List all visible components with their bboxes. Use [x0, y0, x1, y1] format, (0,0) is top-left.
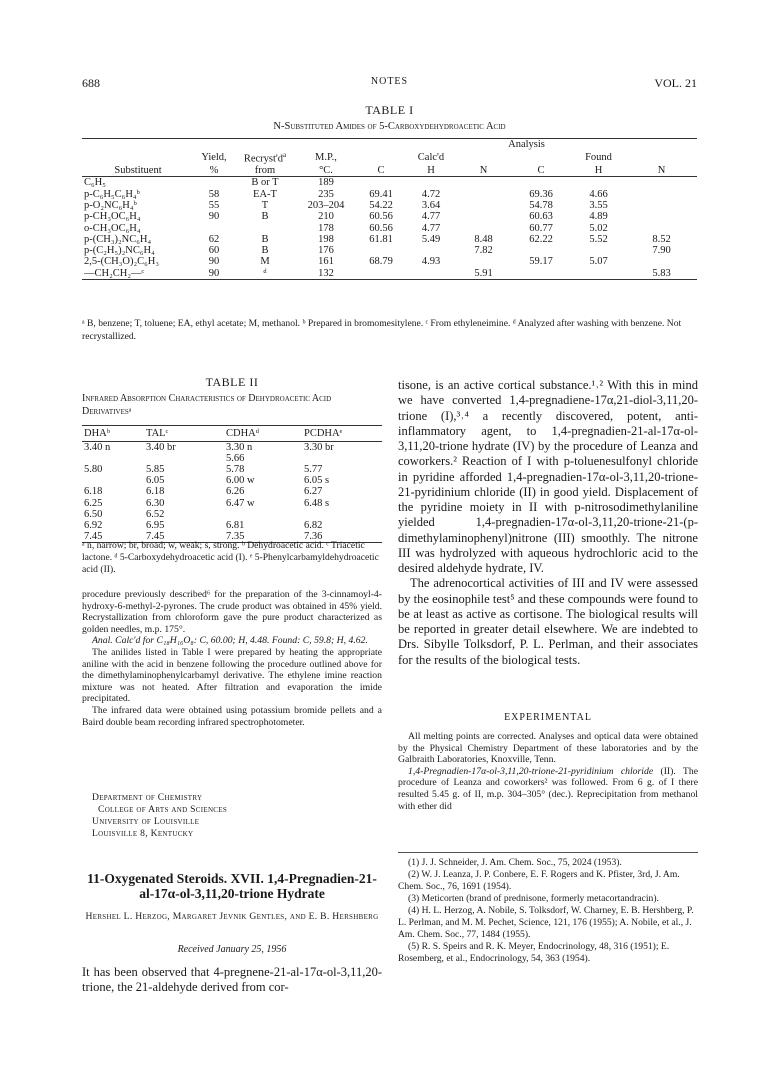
- table2-footnote: ᵃ n, narrow; br, broad; w, weak; s, strong. ᵇ Dehydroacetic acid. ᶜ Triacetic lactone. ᵈ 5-Carboxydehydroacetic acid (I). ᵉ 5-Phenylcarbamyldehydroacetic acid (II).: [82, 540, 379, 575]
- table1-cell: 62: [208, 233, 220, 245]
- table1-row: [82, 177, 697, 189]
- table2-cell: [82, 453, 144, 464]
- table1-row: [82, 268, 697, 280]
- table1-cell: p-(C₂H₅)₂NC₆H₄: [84, 245, 155, 257]
- table1-cell: [456, 177, 511, 189]
- table2-cell: 6.05: [146, 475, 165, 487]
- table1-header-cell: N: [657, 165, 666, 177]
- table1-cell: [194, 177, 234, 189]
- table1-footnote: ᵃ B, benzene; T, toluene; EA, ethyl acetate; M, methanol. ᵇ Prepared in bromomesitylene. ᶜ From ethyleneimine. ᵈ Analyzed after washing with benzene. Not recrystallized.: [82, 318, 682, 342]
- table1-cell: ᵈ: [263, 267, 267, 279]
- table1-cell: p-C₆H₅C₆H₄ᵇ: [84, 188, 140, 200]
- table1-cell: 62.22: [529, 233, 553, 245]
- table1-cell: 5.07: [589, 256, 608, 268]
- table1-cell: [356, 268, 406, 280]
- table2-row: [82, 464, 382, 475]
- table2-cell: 7.45: [146, 530, 165, 542]
- table1-cell: 7.82: [474, 245, 493, 257]
- table1-header-cell: N: [479, 165, 488, 177]
- table1-cell: [456, 189, 511, 200]
- table1-cell: 60.77: [529, 222, 553, 234]
- table1-cell: [571, 177, 626, 189]
- table1-cell: [626, 189, 697, 200]
- table1-cell: —CH₂CH₂—ᶜ: [84, 267, 145, 279]
- table1-cell: B: [261, 211, 269, 223]
- left-body: [82, 589, 382, 728]
- table1-row: [82, 245, 697, 256]
- volume-label: VOL. 21: [654, 76, 697, 90]
- table1-cell: 3.64: [421, 199, 441, 211]
- experimental-body: [398, 731, 698, 812]
- table1-cell: 5.83: [652, 267, 671, 279]
- table2-cell: 6.30: [146, 497, 165, 509]
- table1-cell: 60.63: [529, 211, 553, 223]
- table1-cell: [406, 268, 456, 280]
- affiliation-line: Louisville 8, Kentucky: [92, 828, 194, 839]
- paragraph: The infrared data were obtained using potassium bromide pellets and a Baird double beam recording infrared spectrophotometer.: [82, 704, 382, 728]
- table1-header-cell: H: [427, 165, 435, 177]
- table1-cell: 69.36: [529, 188, 553, 200]
- table2-cell: [82, 475, 144, 486]
- table1-cell: [456, 223, 511, 234]
- affiliation-line: University of Louisville: [92, 816, 200, 827]
- table1-cell: p-O₂NC₆H₄ᵇ: [84, 199, 137, 211]
- article-authors: Hershel L. Herzog, Margaret Jevnik Gentles, and E. B. Hershberg: [85, 911, 379, 922]
- table1-cell: [406, 177, 456, 189]
- affiliation-line: Department of Chemistry: [92, 792, 203, 803]
- table1-cell: 198: [318, 233, 334, 245]
- table1-cell: 8.52: [652, 233, 671, 245]
- table1-cell: [456, 211, 511, 222]
- paragraph-analysis: Anal. Calc'd for C₁₈H₁₆O₈: C, 60.00; H, 4.48. Found: C, 59.8; H, 4.62.: [92, 635, 368, 647]
- table2-header-cell: CDHAᵈ: [226, 428, 260, 439]
- table1-cell: o-CH₃OC₆H₄: [84, 222, 141, 234]
- table1-cell: 59.17: [529, 256, 553, 268]
- table2-row: [82, 442, 382, 454]
- running-header: [82, 76, 697, 94]
- table1-cell: [626, 223, 697, 234]
- table1-cell: 90: [208, 256, 220, 268]
- table1-cell: 4.72: [421, 188, 441, 200]
- table2-cell: 6.27: [304, 486, 323, 498]
- table1-cell: [626, 177, 697, 189]
- table1-cell: [356, 177, 406, 189]
- table2-row: [82, 486, 382, 497]
- table1-cell: B: [261, 233, 269, 245]
- reference-item: (3) Meticorten (brand of prednisone, formerly metacortandracin).: [408, 893, 659, 904]
- paragraph: tisone, is an active cortical substance.¹˒² With this in mind we have converted 1,4-pregnadiene-17α,21-diol-3,11,20-trione (I),³˒⁴ a recently discovered, potent, anti-inflammatory agent, to 1,4-pregnadien-21-al-17α-ol-3,11,20-trione hydrate (IV) by the procedure of Leanza and coworkers.² Reaction of I with p-toluenesulfonyl chloride in pyridine afforded 1,4-pregnadien-17α-ol-3,11,20-trione-21-pyridinium chloride (II) in good yield. Displacement of the pyridine moiety in II with p-nitrosodimethylaniline yielded 1,4-pregnadien-17α-ol-3,11,20-trione-21-(p-dimethylaminophenyl)nitrone (III) smoothly. The nitrone III was hydrolyzed with aqueous hydrochloric acid to the desired aldehyde hydrate, IV.: [398, 378, 698, 575]
- table1-row: [82, 211, 697, 222]
- table1-cell: 203–204: [307, 199, 345, 211]
- table1-cell: [194, 223, 234, 234]
- table1-title: TABLE I: [365, 103, 414, 117]
- table2-header-cell: PCDHAᵉ: [304, 428, 343, 439]
- table1-cell: 5.91: [474, 267, 493, 279]
- table2-cell: 5.77: [304, 464, 323, 476]
- table1: Analysis Yield, $Recryst'd^a$ M.P., Calc'd Found Substituent % from °C. C H N C H N C₆H₅ B or T 189 p-C₆H₅C₆H₄ᵇ 58 EA-T 235 69.41 4.72 69.36 4.66 p-O₂NC₆H₄ᵇ 55 T 203–204 54.22 3.64 54.78 3.55 p-CH₃OC₆H₄ 90 B 210 60.56 4.77 60.63 4.89 o-CH₃OC₆H₄ 178 60.56 4.77 60.77 5.02 p-(CH₃)₂NC₆H₄ 62 B 198 61.81 5.49 8.48 62.22 5.52 8.52 p-(C₂H₅)₂NC₆H₄ 60 B 176 7.82 7.90 2,5-(CH₃O)₂C₆H₃ 90 M 161 68.79 4.93 59.17 5.07 —CH₂CH₂—ᶜ 90 ᵈ 132 5.91 5.83: [82, 138, 697, 280]
- table2-row: [82, 475, 382, 486]
- table1-cell: [511, 177, 571, 189]
- department-affiliation: [92, 792, 382, 840]
- experimental-heading: EXPERIMENTAL: [504, 712, 592, 723]
- table2-cell: [302, 453, 382, 464]
- table1-cell: 5.02: [589, 222, 608, 234]
- table1-cell: C₆H₅: [84, 177, 106, 189]
- table2-cell: 7.45: [84, 530, 103, 542]
- table1-cell: 4.77: [421, 222, 441, 234]
- table1-cell: 4.93: [421, 256, 441, 268]
- table1-cell: p-(CH₃)₂NC₆H₄: [84, 233, 152, 245]
- table2-cell: 6.18: [146, 486, 165, 498]
- table1-cell: [456, 256, 511, 267]
- table1-cell: 4.89: [589, 211, 608, 223]
- table2-cell: [144, 453, 224, 464]
- table2-cell: [224, 509, 302, 520]
- table1-row: [82, 256, 697, 267]
- table2-cell: 6.25: [84, 497, 103, 509]
- table1-cell: [626, 256, 697, 267]
- table1-cell: 178: [318, 222, 334, 234]
- table2-row: [82, 453, 382, 464]
- table1-cell: 55: [208, 199, 220, 211]
- table1-cell: 90: [208, 211, 220, 223]
- table1-group-found: Found: [585, 152, 612, 164]
- table2-row: [82, 498, 382, 509]
- table1-cell: 3.55: [589, 199, 608, 211]
- table1-cell: [571, 245, 626, 256]
- table1-cell: 235: [318, 188, 334, 200]
- table1-row: [82, 234, 697, 245]
- table1-header-cell: C: [537, 165, 545, 177]
- table1-cell: 61.81: [369, 233, 393, 245]
- section-label: NOTES: [370, 76, 409, 87]
- table1-cell: 2,5-(CH₃O)₂C₆H₃: [84, 256, 160, 268]
- table1-cell: 176: [318, 245, 334, 257]
- table2-cell: 5.85: [146, 464, 165, 476]
- table1-cell: 68.79: [369, 256, 393, 268]
- table1-cell: [626, 200, 697, 211]
- table1-cell: 69.41: [369, 188, 393, 200]
- table1-cell: 5.49: [421, 233, 441, 245]
- table2-cell: 7.35: [226, 530, 245, 542]
- paragraph-compound: [398, 766, 698, 812]
- table1-cell: 60: [208, 245, 220, 257]
- table1-row: [82, 189, 697, 200]
- table2-row: [82, 520, 382, 531]
- table1-cell: [571, 268, 626, 280]
- table1-cell: 7.90: [652, 245, 671, 257]
- table1-group-analysis: Analysis: [508, 139, 545, 150]
- table1-cell: [356, 245, 406, 256]
- received-date: Received January 25, 1956: [177, 944, 287, 955]
- table1-cell: 58: [208, 188, 220, 200]
- table2-cell: 6.26: [226, 486, 245, 498]
- compound-name: 1,4-Pregnadien-17α-ol-3,11,20-trione-21-pyridinium chloride: [408, 765, 654, 777]
- table2-cell: 3.40 br: [146, 442, 176, 454]
- article-intro: It has been observed that 4-pregnene-21-al-17α-ol-3,11,20-trione, the 21-aldehyde derived from cor-: [82, 965, 382, 994]
- table1-cell: 54.78: [529, 199, 553, 211]
- table2-header-cell: DHAᵇ: [84, 428, 110, 439]
- table2-cell: 6.52: [146, 508, 165, 520]
- table1-cell: [406, 245, 456, 256]
- table2-cell: [302, 509, 382, 520]
- table2-cell: 6.05 s: [304, 475, 330, 487]
- table1-subtitle: N-Substituted Amides of 5-Carboxydehydroacetic Acid: [273, 121, 506, 132]
- table1-cell: 132: [318, 267, 334, 279]
- references: [398, 852, 698, 965]
- affiliation-line: College of Arts and Sciences: [98, 804, 228, 815]
- reference-item: (4) H. L. Herzog, A. Nobile, S. Tolksdorf, W. Charney, E. B. Hershberg, P. L. Perlman, and M. M. Pechet, Science, 121, 176 (1955); A. Nobile, et al., J. Am. Chem. Soc., 77, 1484 (1955).: [398, 905, 694, 940]
- table1-cell: 54.22: [369, 199, 393, 211]
- table1-cell: 60.56: [369, 211, 393, 223]
- compound-text: (II). The procedure of Leanza and coworkers² was followed. From 6 g. of I there resulted 5.45 g. of II, m.p. 304–305° (dec.). Reprecipitation from methanol with ether did: [398, 765, 698, 812]
- table2-cell: 3.30 br: [304, 442, 334, 454]
- table2-header-cell: TALᶜ: [146, 428, 169, 439]
- table1-cell: 4.77: [421, 211, 441, 223]
- paragraph: The adrenocortical activities of III and IV were assessed by the eosinophile test⁵ and these compounds were found to be at least as active as cortisone. The biological results will be reported in greater detail elsewhere. We are indebted to Drs. Sibylle Tolksdorf, P. L. Perlman, and their associates for the results of the biological tests.: [398, 576, 698, 667]
- table1-cell: 161: [318, 256, 334, 268]
- table1-cell: 4.66: [589, 188, 608, 200]
- table1-row: [82, 200, 697, 211]
- table2-cell: 5.66: [226, 453, 245, 465]
- paragraph: procedure previously described⁶ for the preparation of the 3-cinnamoyl-4-hydroxy-6-methyl-2-pyrones. The crude product was obtained in 45% yield. Recrystallization from chloroform gave the pure product characterized as golden needles, m.p. 175°.: [82, 589, 382, 635]
- table2-cell: 6.82: [304, 519, 323, 531]
- table2-cell: 6.81: [226, 519, 245, 531]
- table1-cell: [511, 268, 571, 280]
- table1-row: [82, 223, 697, 234]
- page-number: 688: [82, 76, 100, 90]
- reference-item: (1) J. J. Schneider, J. Am. Chem. Soc., 75, 2024 (1953).: [408, 857, 622, 868]
- reference-item: (2) W. J. Leanza, J. P. Conbere, E. F. Rogers and K. Pfister, 3rd, J. Am. Chem. Soc., 76, 1691 (1954).: [398, 869, 680, 892]
- table2-cell: 3.30 n: [226, 442, 253, 454]
- table2-row: [82, 509, 382, 520]
- table2-cell: 7.36: [304, 530, 323, 542]
- table1-cell: [626, 211, 697, 222]
- table2-cell: 6.48 s: [304, 497, 330, 509]
- table1-cell: EA-T: [253, 188, 277, 200]
- table1-cell: B or T: [251, 177, 279, 189]
- table1-cell: B: [261, 245, 269, 257]
- table1-header-cell: C: [377, 165, 385, 177]
- paragraph: The anilides listed in Table I were prepared by heating the appropriate aniline with the acid in benzene following the procedure outlined above for the dimethylaminophenylcarbamyl derivative. The ethylene imine reaction mixture was not heated. After filtration and evaporation the imide precipitated.: [82, 646, 382, 705]
- right-body: [398, 378, 698, 668]
- table1-cell: 189: [318, 177, 334, 189]
- table2-cell: 6.47 w: [226, 497, 255, 509]
- paragraph: All melting points are corrected. Analyses and optical data were obtained by the Physical Chemistry Department of these laboratories and by the Galbraith Laboratories, Knoxville, Tenn.: [398, 731, 698, 766]
- article-title: 11-Oxygenated Steroids. XVII. 1,4-Pregnadien-21-al-17α-ol-3,11,20-trione Hydrate: [87, 871, 377, 901]
- table2-title: TABLE II: [205, 375, 259, 389]
- table1-cell: [456, 200, 511, 211]
- table1-cell: [511, 245, 571, 256]
- table1-cell: 60.56: [369, 222, 393, 234]
- table1-cell: p-CH₃OC₆H₄: [84, 211, 141, 223]
- table2-cell: 6.92: [84, 519, 103, 531]
- table1-cell: 210: [318, 211, 334, 223]
- reference-item: (5) R. S. Speirs and R. K. Meyer, Endocrinology, 48, 316 (1951); E. Rosemberg, et al., Endocrinology, 54, 363 (1954).: [398, 941, 670, 964]
- table2-cell: 6.95: [146, 519, 165, 531]
- table1-cell: 8.48: [474, 233, 493, 245]
- table2-cell: 5.80: [84, 464, 103, 476]
- table2-subtitle: Infrared Absorption Characteristics of Dehydroacetic Acid Derivativesᵃ: [82, 393, 332, 417]
- table2-cell: 3.40 n: [84, 442, 111, 454]
- table2-cell: 6.00 w: [226, 475, 255, 487]
- table2-cell: 6.50: [84, 508, 103, 520]
- table2-cell: 5.78: [226, 464, 245, 476]
- table1-header-cell: H: [594, 165, 603, 177]
- table1-cell: T: [261, 199, 269, 211]
- table2-cell: 6.18: [84, 486, 103, 498]
- table2: [82, 425, 382, 543]
- table1-cell: M: [260, 256, 270, 268]
- table1-cell: 90: [208, 267, 220, 279]
- table1-cell: [234, 223, 296, 234]
- table1-group-calcd: Calc'd: [417, 152, 445, 164]
- table1-cell: 5.52: [589, 233, 608, 245]
